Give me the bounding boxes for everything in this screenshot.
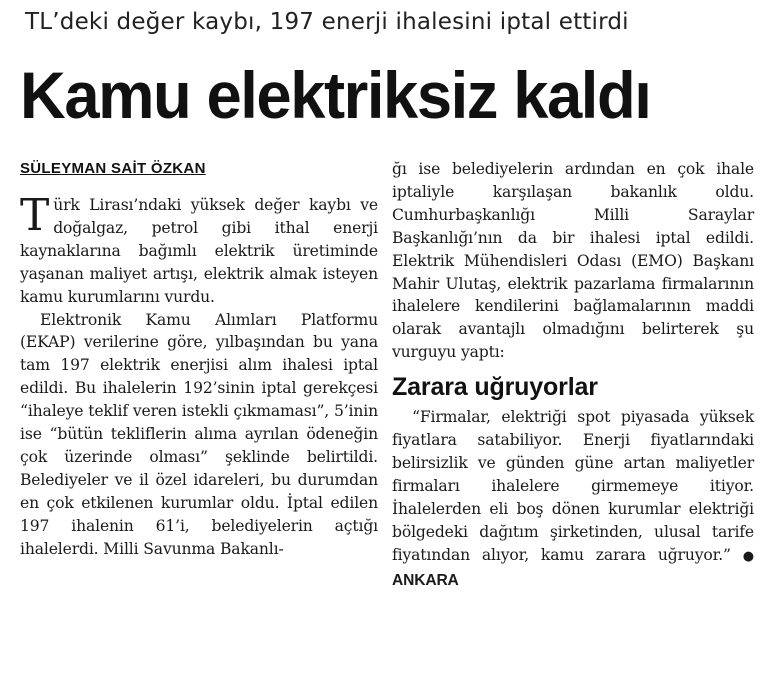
article-column-right — [392, 158, 754, 592]
article-dateline: ANKARA — [392, 571, 459, 589]
body-paragraph-2-continued: ğı ise belediyelerin ardından en çok ihale iptaliyle karşılaşan bakanlık oldu. Cumhurbaşkanlığı Milli Saraylar Başkanlığı’nın da bir ihalesi iptal edildi. Elektrik Mühendisleri Odası (EMO) Başkanı Mahir Ulutaş, elektrik pazarlama firmalarının ihalelere kendilerini bağlamalarının maddi olarak avantajlı olmadığını belirterek şu vurguyu yaptı: — [392, 160, 754, 362]
article-byline: SÜLEYMAN SAİT ÖZKAN — [20, 160, 206, 177]
article-kicker: TL’deki değer kaybı, 197 enerji ihalesini iptal ettirdi — [25, 9, 629, 35]
article-column-left — [20, 158, 378, 561]
lead-paragraph — [20, 190, 378, 309]
bullet-icon: ● — [742, 548, 754, 564]
article-subheading: Zarara uğruyorlar — [392, 373, 598, 402]
body-paragraph-2: Elektronik Kamu Alımları Platformu (EKAP) verilerine göre, yılbaşından bu yana tam 197 elektrik enerjisi alım ihalesi iptal edildi. Bu ihalelerin 192’sinin iptal gerekçesi “ihaleye teklif veren istekli çıkmaması”, 5’inin ise “bütün tekliflerin alıma ayrılan ödeneğin çok üzerinde olması” şeklinde belirtildi. Belediyeler ve il özel idareleri, bu durumdan en çok etkilenen kurumlar oldu. İptal edilen 197 ihalenin 61’i, belediyelerin açtığı ihalelerdi. Milli Savunma Bakanlı- — [20, 310, 378, 558]
quote-text: “Firmalar, elektriği spot piyasada yüksek fiyatlara satabiliyor. Enerji fiyatlarındaki belirsizlik ve günden güne artan maliyetler firmaları ihalelere girmemeye itiyor. İhalelerden eli boş dönen kurumlar elektriği bölgedeki dağıtım şirketinden, ulusal tarife fiyatından alıyor, kamu zarara uğruyor.” — [392, 408, 754, 564]
lead-text: ürk Lirası’ndaki yüksek değer kaybı ve doğalgaz, petrol gibi ithal enerji kaynaklarına bağımlı elektrik üretiminde yaşanan maliyet artışı, elektrik almak isteyen kamu kurumlarını vurdu. — [20, 196, 378, 306]
article-headline: Kamu elektriksiz kaldı — [20, 58, 651, 132]
drop-cap: T — [20, 190, 50, 241]
quote-paragraph — [392, 406, 754, 592]
